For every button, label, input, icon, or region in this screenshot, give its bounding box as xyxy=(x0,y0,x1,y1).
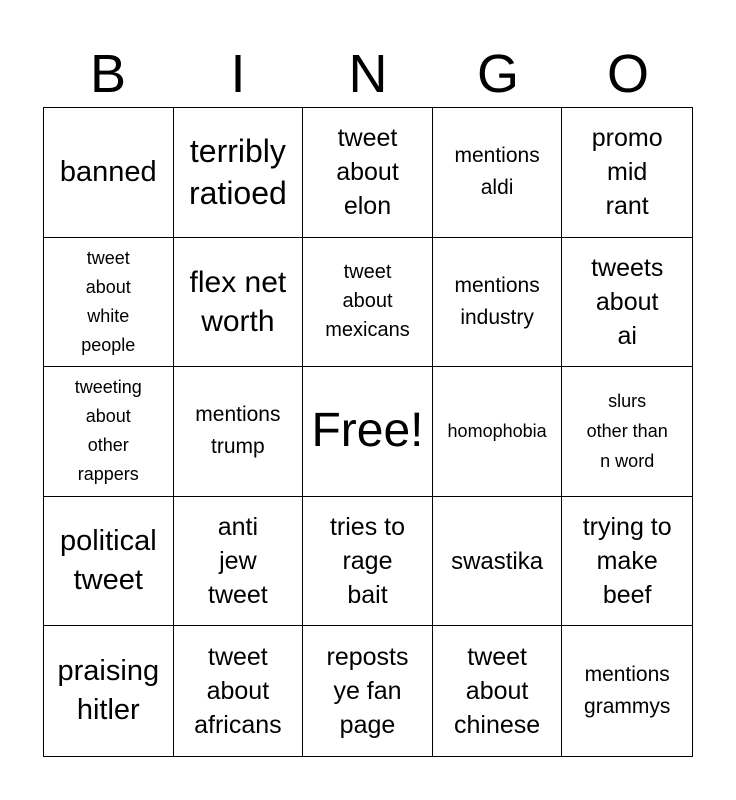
bingo-cell-r3-c5[interactable] xyxy=(562,367,692,497)
free-space-label: Free! xyxy=(311,404,424,458)
bingo-cell-r3-c4[interactable] xyxy=(433,367,563,497)
cell-label: tweeting about other rappers xyxy=(74,377,142,485)
bingo-board xyxy=(43,107,693,757)
cell-label: terribly ratioed xyxy=(188,133,287,212)
cell-label: tries to rage bait xyxy=(329,513,405,610)
cell-label: tweet about mexicans xyxy=(325,261,410,342)
bingo-cell-r5-c2[interactable] xyxy=(174,626,304,756)
bingo-cell-r3-c1[interactable] xyxy=(44,367,174,497)
bingo-cell-r5-c1[interactable] xyxy=(44,626,174,756)
cell-label: anti jew tweet xyxy=(208,513,268,610)
cell-label: mentions grammys xyxy=(584,663,671,719)
bingo-cell-r2-c1[interactable] xyxy=(44,238,174,368)
bingo-cell-free[interactable] xyxy=(303,367,433,497)
cell-label: flex net worth xyxy=(189,265,287,338)
cell-label: trying to make beef xyxy=(582,513,672,610)
cell-label: mentions aldi xyxy=(454,144,540,200)
cell-label: tweet about chinese xyxy=(454,643,541,740)
bingo-cell-r4-c1[interactable] xyxy=(44,497,174,627)
cell-label: swastika xyxy=(451,547,544,575)
cell-label: reposts ye fan page xyxy=(326,643,409,740)
bingo-cell-r1-c2[interactable] xyxy=(174,108,304,238)
cell-label: mentions trump xyxy=(195,403,281,459)
cell-label: tweet about white people xyxy=(81,247,136,355)
bingo-header xyxy=(43,40,693,108)
bingo-cell-r5-c5[interactable] xyxy=(562,626,692,756)
bingo-cell-r4-c5[interactable] xyxy=(562,497,692,627)
bingo-cell-r1-c1[interactable] xyxy=(44,108,174,238)
header-letter-n: N xyxy=(348,44,388,104)
cell-label: slurs other than n word xyxy=(586,391,668,472)
cell-label: promo mid rant xyxy=(591,124,663,221)
bingo-cell-r1-c4[interactable] xyxy=(433,108,563,238)
bingo-cell-r3-c2[interactable] xyxy=(174,367,304,497)
cell-label: mentions industry xyxy=(454,273,540,329)
bingo-cell-r4-c4[interactable] xyxy=(433,497,563,627)
cell-label: political tweet xyxy=(59,525,157,597)
cell-label: banned xyxy=(59,155,157,188)
header-letter-i: I xyxy=(230,44,246,104)
cell-label: tweet about africans xyxy=(194,643,282,740)
bingo-cell-r2-c5[interactable] xyxy=(562,238,692,368)
bingo-cell-r2-c4[interactable] xyxy=(433,238,563,368)
bingo-cell-r5-c3[interactable] xyxy=(303,626,433,756)
bingo-cell-r2-c3[interactable] xyxy=(303,238,433,368)
header-letter-g: G xyxy=(476,44,519,104)
bingo-cell-r4-c2[interactable] xyxy=(174,497,304,627)
cell-label: tweet about elon xyxy=(336,124,399,221)
header-letter-b: B xyxy=(89,44,127,104)
cell-label: homophobia xyxy=(447,420,547,441)
cell-label: praising hitler xyxy=(57,655,160,727)
header-letter-o: O xyxy=(606,44,649,104)
bingo-cell-r1-c3[interactable] xyxy=(303,108,433,238)
bingo-cell-r4-c3[interactable] xyxy=(303,497,433,627)
bingo-cell-r2-c2[interactable] xyxy=(174,238,304,368)
bingo-cell-r1-c5[interactable] xyxy=(562,108,692,238)
cell-label: tweets about ai xyxy=(591,253,664,350)
bingo-cell-r5-c4[interactable] xyxy=(433,626,563,756)
